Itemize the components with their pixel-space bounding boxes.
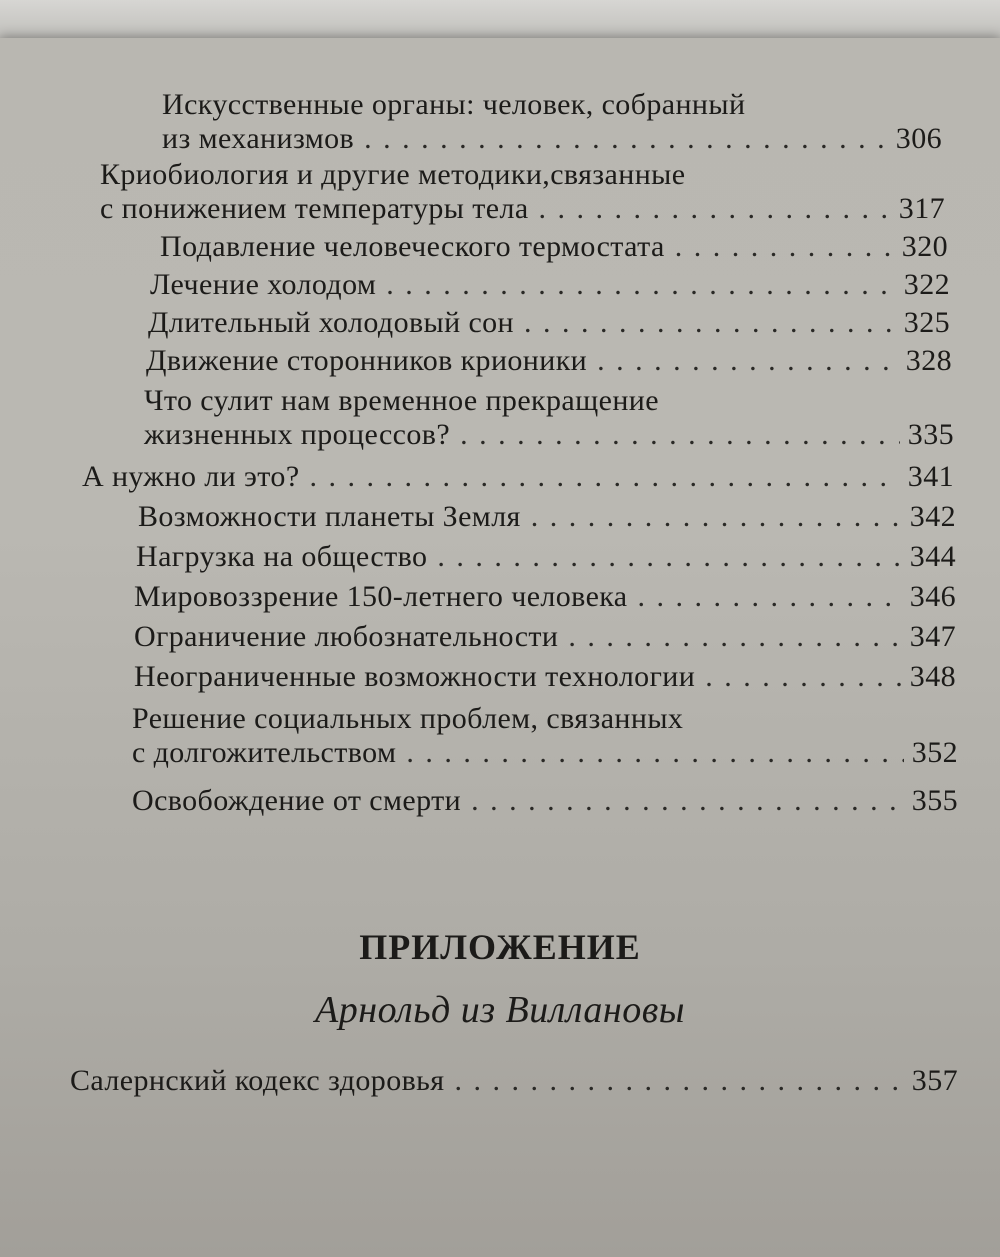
- toc-entry-title: Салернский кодекс здоровья: [70, 1064, 445, 1097]
- toc-entry-title: Длительный холодовый сон: [148, 306, 515, 339]
- toc-page-number: 346: [909, 580, 956, 613]
- appendix-author: Арнольд из Виллановы: [315, 989, 685, 1031]
- toc-entry-title: А нужно ли это?: [82, 460, 300, 493]
- toc-page-number: 335: [907, 418, 954, 451]
- toc-page-number: 347: [909, 620, 956, 653]
- toc-entry-title: Искусственные органы: человек, собранный: [162, 88, 746, 121]
- toc-entry-title: Освобождение от смерти: [132, 784, 462, 817]
- dot-leader: [364, 122, 888, 156]
- dot-leader: [568, 620, 901, 654]
- toc-entry: [150, 268, 950, 302]
- toc-entry: [138, 500, 956, 534]
- toc-page-number: 352: [911, 736, 958, 769]
- toc-entry: [132, 784, 958, 818]
- toc-entry-title-continued: из механизмов: [162, 122, 355, 155]
- toc-entry-title: Нагрузка на общество: [136, 540, 428, 573]
- toc-page-number: 357: [911, 1064, 958, 1097]
- toc-entry: [148, 306, 950, 340]
- appendix-heading: ПРИЛОЖЕНИЕ: [359, 927, 641, 967]
- dot-leader: [539, 192, 891, 226]
- toc-entry-title: Что сулит нам временное прекращение: [144, 384, 659, 417]
- dot-leader: [454, 1064, 903, 1098]
- toc-entry: [146, 344, 952, 378]
- toc-entry: [144, 384, 954, 452]
- toc-page-number: 344: [909, 540, 956, 573]
- dot-leader: [597, 344, 898, 378]
- dot-leader: [386, 268, 896, 302]
- toc-page-number: 348: [909, 660, 956, 693]
- toc-entry: [132, 702, 958, 770]
- toc-entry: [82, 460, 954, 494]
- toc-page-number: 328: [905, 344, 952, 377]
- dot-leader: [675, 230, 894, 264]
- toc-entry-title: Неограниченные возможности технологии: [134, 660, 696, 693]
- toc-page-number: 325: [903, 306, 950, 339]
- dot-leader: [471, 784, 904, 818]
- toc-page-number: 322: [903, 268, 950, 301]
- toc-entry: [134, 580, 956, 614]
- toc-page-number: 341: [907, 460, 954, 493]
- toc-page-number: 317: [898, 192, 945, 225]
- toc-page-number: 306: [895, 122, 942, 155]
- dot-leader: [437, 540, 901, 574]
- toc-entry-title: Подавление человеческого термостата: [160, 230, 665, 263]
- toc-entry: [134, 620, 956, 654]
- toc-entry: [70, 1064, 958, 1098]
- toc-entry-title: Решение социальных проблем, связанных: [132, 702, 684, 735]
- toc-entry-title-continued: с долгожительством: [132, 736, 397, 769]
- dot-leader: [524, 306, 896, 340]
- toc-page-number: 320: [901, 230, 948, 263]
- toc-entry-title-continued: с понижением температуры тела: [100, 192, 529, 225]
- toc-entry: [134, 660, 956, 694]
- toc-page-number: 355: [911, 784, 958, 817]
- toc-page-number: 342: [909, 500, 956, 533]
- toc-entry-title: Мировоззрение 150-летнего человека: [134, 580, 628, 613]
- dot-leader: [460, 418, 900, 452]
- toc-entry: [136, 540, 956, 574]
- toc-entry: [100, 158, 945, 226]
- toc-entry-title: Криобиология и другие методики,связанные: [100, 158, 686, 191]
- toc-entry-title: Ограничение любознательности: [134, 620, 559, 653]
- toc-entry-title: Лечение холодом: [150, 268, 377, 301]
- toc-entry-title-continued: жизненных процессов?: [144, 418, 451, 451]
- dot-leader: [310, 460, 900, 494]
- toc-entry: [160, 230, 948, 264]
- toc-entry: [162, 88, 942, 156]
- toc-entry-title: Движение сторонников крионики: [146, 344, 588, 377]
- book-page: [0, 38, 1000, 1257]
- toc-entry-title: Возможности планеты Земля: [138, 500, 521, 533]
- dot-leader: [638, 580, 902, 614]
- dot-leader: [531, 500, 902, 534]
- table-of-contents: [0, 38, 1000, 1257]
- dot-leader: [705, 660, 902, 694]
- dot-leader: [406, 736, 903, 770]
